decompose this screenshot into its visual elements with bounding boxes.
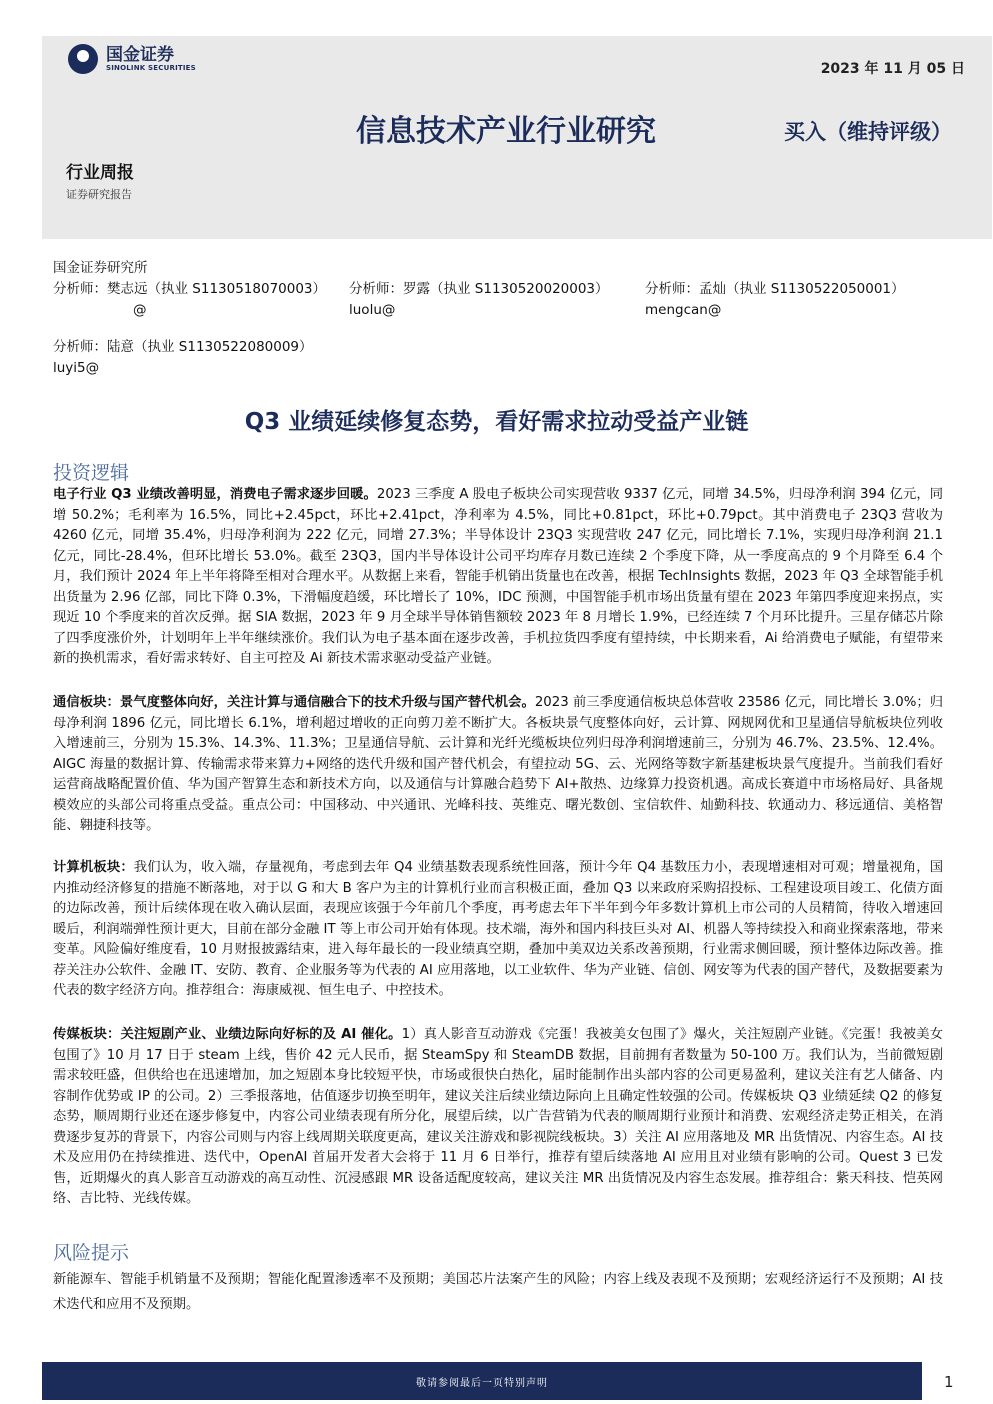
paragraph-body: 1）真人影音互动游戏《完蛋！我被美女包围了》爆火，关注短剧产业链。《完蛋！我被美女包围了》10 月 17 日于 steam 上线，售价 42 元人民币，据 SteamSpy 和 SteamDB 数据，目前拥有者数量为 50-100 万。我们认为，当前微短剧需求较旺盛，但供给也在迅速增加，加之短剧本身比较短平快，市场或很快白热化，届时能制作出头部内容的公司更易盈利，建议关注有艺人储备、内容制作优势或 IP 的公司。2）三季报落地，估值逐步切换至明年，建议关注后续业绩边际向上且确定性较强的公司。传媒板块 Q3 业绩延续 Q2 的修复态势，顺周期行业还在逐步修复中，内容公司业绩表现有所分化，展望后续，以广告营销为代表的顺周期行业预计和消费、宏观经济走势正相关，在消费逐步复苏的背景下，内容公司则与内容上线周期关联度更高，建议关注游戏和影视院线板块。3）关注 AI 应用落地及 MR 出货情况、内容生态。AI 技术及应用仍在持续推进、迭代中，OpenAI 首届开发者大会将于 11 月 6 日举行，推荐有望后续落地 AI 应用且对业绩有影响的公司。Quest 3 已发售，近期爆火的真人影音互动游戏的高互动性、沉浸感跟 MR 设备适配度较高，建议关注 MR 出货情况及内容生态发展。推荐组合：紫天科技、恺英网络、吉比特、光线传媒。: [53, 1027, 943, 1206]
institution-name: 国金证券研究所: [53, 260, 148, 276]
page-number: 1: [944, 1373, 954, 1391]
paragraph-media: [53, 1025, 943, 1210]
analyst-entry: [349, 279, 609, 321]
analyst-email[interactable]: @: [133, 302, 147, 318]
report-headline: Q3 业绩延续修复态势，看好需求拉动受益产业链: [244, 409, 749, 435]
analyst-row: [53, 279, 953, 323]
analyst-entry: [53, 337, 313, 379]
report-subtype: 证券研究报告: [66, 188, 132, 201]
logo-en-text: SINOLINK SECURITIES: [106, 64, 196, 72]
paragraph-body: 我们认为，收入端，存量视角，考虑到去年 Q4 业绩基数表现系统性回落，预计今年 Q4 基数压力小，表现增速相对可观；增量视角，国内推动经济修复的措施不断落地，对于以 G 和大 B 客户为主的计算机行业而言积极正面，叠加 Q3 以来政府采购招投标、工程建设项目竣工、化债方面的边际改善，预计后续体现在收入确认层面，表现应该强于今年前几个季度，再考虑去年下半年到今年多数计算机上市公司的人员精简，待收入增速回暖后，利润端弹性预计更大，目前在部分金融 IT 等上市公司开始有体现。技术端，海外和国内科技巨头对 AI、机器人等持续投入和商业探索落地，带来变革。风险偏好维度看，10 月财报披露结束，进入每年最长的一段业绩真空期，叠加中美双边关系改善预期，行业需求侧回暖，预计整体边际改善。推荐关注办公软件、金融 IT、安防、教育、企业服务等为代表的 AI 应用落地，以工业软件、华为产业链、信创、网安等为代表的国产替代，及数据要素为代表的数字经济方向。推荐组合：海康威视、恒生电子、中控技术。: [53, 860, 943, 998]
paragraph-telecom: [53, 693, 943, 837]
rating-label: 买入（维持评级）: [784, 120, 952, 144]
paragraph-lead: 计算机板块：: [53, 860, 134, 875]
analyst-name: 分析师：孟灿（执业 S1130522050001）: [645, 281, 905, 297]
paragraph-lead: 传媒板块：关注短剧产业、业绩边际向好标的及 AI 催化。: [53, 1027, 402, 1042]
logo-cn-text: 国金证券: [106, 45, 174, 65]
analyst-email[interactable]: mengcan@: [645, 302, 722, 318]
analyst-block: [53, 258, 953, 323]
analyst-name: 分析师：罗露（执业 S1130520020003）: [349, 281, 609, 297]
report-date: 2023 年 11 月 05 日: [820, 61, 965, 77]
paragraph-lead: 通信板块：景气度整体向好，关注计算与通信融合下的技术升级与国产替代机会。: [53, 695, 535, 710]
report-title: 信息技术产业行业研究: [356, 114, 656, 149]
analyst-entry: [53, 279, 326, 321]
section-title-risk: 风险提示: [53, 1242, 130, 1264]
paragraph-electronics: [53, 485, 943, 670]
company-logo: [68, 44, 196, 74]
analyst-email[interactable]: luyi5@: [53, 360, 100, 376]
analyst-entry: [645, 279, 905, 321]
footer-bar: [42, 1362, 922, 1400]
paragraph-risk: 新能源车、智能手机销量不及预期；智能化配置渗透率不及预期；美国芯片法案产生的风险；内容上线及表现不及预期；宏观经济运行不及预期；AI 技术迭代和应用不及预期。: [53, 1272, 943, 1312]
paragraph-lead: 电子行业 Q3 业绩改善明显，消费电子需求逐步回暖。: [53, 487, 377, 502]
paragraph-body: 2023 前三季度通信板块总体营收 23586 亿元，同比增长 3.0%；归母净利润 1896 亿元，同比增长 6.1%，增利超过增收的正向剪刀差不断扩大。各板块景气度整体向好，云计算、网规网优和卫星通信导航板块位列收入增速前三，分别为 15.3%、14.3%、11.3%；卫星通信导航、云计算和光纤光缆板块位列归母净利润增速前三，分别为 46.7%、23.5%、12.4%。AIGC 海量的数据计算、传输需求带来算力+网络的迭代升级和国产替代机会，有望拉动 5G、云、光网络等数字新基建板块景气度提升。当前我们看好运营商战略配置价值、华为国产智算生态和新技术方向，以及通信与计算融合趋势下 AI+散热、边缘算力投资机遇。高成长赛道中市场格局好、具备规模效应的头部公司将重点受益。重点公司：中国移动、中兴通讯、光峰科技、英维克、曙光数创、宝信软件、灿勤科技、软通动力、移远通信、美格智能、翱捷科技等。: [53, 695, 944, 833]
section-title-logic: 投资逻辑: [53, 462, 130, 484]
paragraph-computer: [53, 858, 943, 1002]
report-type: 行业周报: [66, 163, 134, 183]
analyst-name: 分析师：陆意（执业 S1130522080009）: [53, 339, 313, 355]
sinolink-logo-icon: [68, 44, 98, 74]
analyst-email[interactable]: luolu@: [349, 302, 396, 318]
analyst-name: 分析师：樊志远（执业 S1130518070003）: [53, 281, 327, 297]
paragraph-body: 2023 三季度 A 股电子板块公司实现营收 9337 亿元，同增 34.5%，归母净利润 394 亿元，同增 50.2%；毛利率为 16.5%，同比+2.45pct，环比+2.41pct，净利率为 4.5%，同比+0.81pct，环比+0.79pct。其中消费电子 23Q3 营收为 4260 亿元，同增 35.4%，归母净利润为 222 亿元，同增 27.3%；半导体设计 23Q3 实现营收 247 亿元，同比增长 7.1%，实现归母净利润 21.1 亿元，同比-28.4%，但环比增长 53.0%。截至 23Q3，国内半导体设计公司平均库存月数已连续 2 个季度下降，从一季度高点的 9 个月降至 6.4 个月，我们预计 2024 年上半年将降至相对合理水平。从数据上来看，智能手机销出货量也在改善，根据 TechInsights 数据，2023 年 Q3 全球智能手机出货量为 2.96 亿部，同比下降 0.3%，下滑幅度趋缓，环比增长了 10%，IDC 预测，中国智能手机市场出货量有望在 2023 年第四季度迎来拐点，实现近 10 个季度来的首次反弹。据 SIA 数据，2023 年 9 月全球半导体销售额较 2023 年 8 月增长 1.9%，已经连续 7 个月环比提升。三星存储芯片除了四季度涨价外，计划明年上半年继续涨价。我们认为电子基本面在逐步改善，手机拉货四季度有望持续，中长期来看，Ai 给消费电子赋能，有望带来新的换机需求，看好需求转好、自主可控及 Ai 新技术需求驱动受益产业链。: [53, 487, 943, 666]
footer-disclaimer[interactable]: 敬请参阅最后一页特别声明: [416, 1377, 548, 1389]
